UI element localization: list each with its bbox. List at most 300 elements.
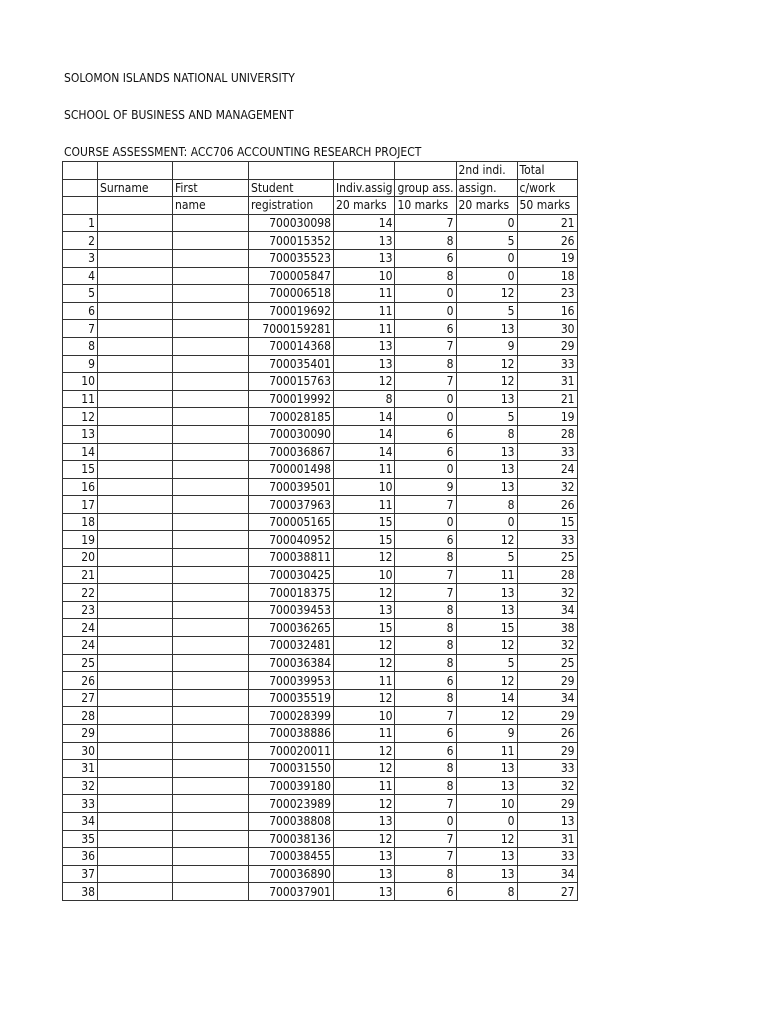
cell-first-name xyxy=(173,654,249,672)
cell-group-assignment: 8 xyxy=(395,654,456,672)
cell-group-assignment: 7 xyxy=(395,566,456,584)
cell-second-indiv-assignment: 12 xyxy=(456,355,517,373)
cell-second-indiv-assignment: 0 xyxy=(456,249,517,267)
table-row xyxy=(63,267,578,285)
cell-surname xyxy=(98,443,173,461)
cell-indiv-assignment: 12 xyxy=(334,654,395,672)
cell-group-assignment: 8 xyxy=(395,355,456,373)
table-row xyxy=(63,232,578,250)
table-row xyxy=(63,777,578,795)
cell-surname xyxy=(98,513,173,531)
cell-second-indiv-assignment: 13 xyxy=(456,848,517,866)
cell-indiv-assignment: 12 xyxy=(334,584,395,602)
cell-first-name xyxy=(173,865,249,883)
header-cell-second-indiv-assignment: assign. xyxy=(456,179,517,197)
cell-student-registration: 700035401 xyxy=(249,355,334,373)
cell-total-coursework: 26 xyxy=(517,725,577,743)
cell-row-number: 6 xyxy=(63,302,98,320)
cell-first-name xyxy=(173,425,249,443)
cell-student-registration: 700030090 xyxy=(249,425,334,443)
cell-group-assignment: 8 xyxy=(395,760,456,778)
table-row xyxy=(63,689,578,707)
cell-second-indiv-assignment: 13 xyxy=(456,865,517,883)
cell-second-indiv-assignment: 12 xyxy=(456,373,517,391)
cell-first-name xyxy=(173,249,249,267)
cell-student-registration: 700032481 xyxy=(249,637,334,655)
cell-group-assignment: 0 xyxy=(395,513,456,531)
cell-total-coursework: 21 xyxy=(517,390,577,408)
cell-group-assignment: 7 xyxy=(395,707,456,725)
cell-surname xyxy=(98,707,173,725)
cell-row-number: 26 xyxy=(63,672,98,690)
cell-first-name xyxy=(173,812,249,830)
header-cell-row-number xyxy=(63,162,98,180)
cell-indiv-assignment: 11 xyxy=(334,302,395,320)
cell-row-number: 17 xyxy=(63,496,98,514)
cell-student-registration: 700005165 xyxy=(249,513,334,531)
cell-row-number: 27 xyxy=(63,689,98,707)
cell-group-assignment: 6 xyxy=(395,425,456,443)
cell-group-assignment: 8 xyxy=(395,777,456,795)
cell-group-assignment: 7 xyxy=(395,848,456,866)
cell-total-coursework: 26 xyxy=(517,496,577,514)
cell-group-assignment: 8 xyxy=(395,549,456,567)
cell-indiv-assignment: 14 xyxy=(334,214,395,232)
cell-surname xyxy=(98,584,173,602)
cell-indiv-assignment: 13 xyxy=(334,601,395,619)
table-row xyxy=(63,865,578,883)
cell-surname xyxy=(98,742,173,760)
cell-surname xyxy=(98,373,173,391)
cell-indiv-assignment: 14 xyxy=(334,408,395,426)
cell-indiv-assignment: 14 xyxy=(334,443,395,461)
header-cell-indiv-assignment: 20 marks xyxy=(334,197,395,215)
cell-row-number: 22 xyxy=(63,584,98,602)
cell-group-assignment: 8 xyxy=(395,232,456,250)
cell-indiv-assignment: 13 xyxy=(334,865,395,883)
cell-student-registration: 700035519 xyxy=(249,689,334,707)
table-row xyxy=(63,584,578,602)
cell-total-coursework: 19 xyxy=(517,408,577,426)
cell-indiv-assignment: 13 xyxy=(334,249,395,267)
cell-second-indiv-assignment: 11 xyxy=(456,566,517,584)
cell-surname xyxy=(98,408,173,426)
cell-group-assignment: 7 xyxy=(395,214,456,232)
table-row xyxy=(63,760,578,778)
cell-student-registration: 700031550 xyxy=(249,760,334,778)
cell-row-number: 21 xyxy=(63,566,98,584)
cell-row-number: 33 xyxy=(63,795,98,813)
cell-first-name xyxy=(173,777,249,795)
cell-indiv-assignment: 11 xyxy=(334,320,395,338)
cell-total-coursework: 34 xyxy=(517,601,577,619)
header-row xyxy=(63,162,578,180)
table-row xyxy=(63,566,578,584)
cell-total-coursework: 28 xyxy=(517,425,577,443)
cell-student-registration: 700030098 xyxy=(249,214,334,232)
cell-row-number: 18 xyxy=(63,513,98,531)
cell-student-registration: 700028399 xyxy=(249,707,334,725)
table-row xyxy=(63,883,578,901)
cell-first-name xyxy=(173,267,249,285)
cell-student-registration: 700038455 xyxy=(249,848,334,866)
cell-second-indiv-assignment: 13 xyxy=(456,461,517,479)
table-row xyxy=(63,320,578,338)
cell-first-name xyxy=(173,619,249,637)
cell-group-assignment: 0 xyxy=(395,302,456,320)
cell-indiv-assignment: 10 xyxy=(334,707,395,725)
table-row xyxy=(63,742,578,760)
cell-second-indiv-assignment: 0 xyxy=(456,267,517,285)
cell-first-name xyxy=(173,408,249,426)
cell-student-registration: 700038811 xyxy=(249,549,334,567)
cell-surname xyxy=(98,760,173,778)
cell-indiv-assignment: 13 xyxy=(334,848,395,866)
cell-student-registration: 700038808 xyxy=(249,812,334,830)
cell-first-name xyxy=(173,760,249,778)
cell-first-name xyxy=(173,830,249,848)
cell-group-assignment: 6 xyxy=(395,725,456,743)
cell-total-coursework: 33 xyxy=(517,443,577,461)
header-cell-second-indiv-assignment: 2nd indi. xyxy=(456,162,517,180)
cell-second-indiv-assignment: 13 xyxy=(456,390,517,408)
cell-surname xyxy=(98,830,173,848)
cell-total-coursework: 24 xyxy=(517,461,577,479)
cell-group-assignment: 8 xyxy=(395,619,456,637)
cell-student-registration: 700039453 xyxy=(249,601,334,619)
table-row xyxy=(63,637,578,655)
header-cell-student-registration: registration xyxy=(249,197,334,215)
cell-total-coursework: 23 xyxy=(517,285,577,303)
cell-indiv-assignment: 13 xyxy=(334,812,395,830)
cell-total-coursework: 27 xyxy=(517,883,577,901)
cell-student-registration: 700015352 xyxy=(249,232,334,250)
cell-total-coursework: 38 xyxy=(517,619,577,637)
table-row xyxy=(63,707,578,725)
cell-student-registration: 700028185 xyxy=(249,408,334,426)
cell-student-registration: 700036384 xyxy=(249,654,334,672)
cell-surname xyxy=(98,355,173,373)
cell-indiv-assignment: 12 xyxy=(334,760,395,778)
cell-row-number: 13 xyxy=(63,425,98,443)
cell-second-indiv-assignment: 12 xyxy=(456,531,517,549)
cell-row-number: 28 xyxy=(63,707,98,725)
cell-second-indiv-assignment: 5 xyxy=(456,302,517,320)
cell-group-assignment: 6 xyxy=(395,672,456,690)
cell-row-number: 2 xyxy=(63,232,98,250)
header-cell-student-registration: Student xyxy=(249,179,334,197)
cell-group-assignment: 8 xyxy=(395,601,456,619)
cell-group-assignment: 6 xyxy=(395,443,456,461)
cell-surname xyxy=(98,249,173,267)
cell-row-number: 10 xyxy=(63,373,98,391)
cell-second-indiv-assignment: 0 xyxy=(456,214,517,232)
cell-surname xyxy=(98,601,173,619)
cell-row-number: 7 xyxy=(63,320,98,338)
cell-second-indiv-assignment: 12 xyxy=(456,830,517,848)
table-row xyxy=(63,478,578,496)
cell-row-number: 14 xyxy=(63,443,98,461)
cell-total-coursework: 15 xyxy=(517,513,577,531)
cell-row-number: 12 xyxy=(63,408,98,426)
cell-surname xyxy=(98,795,173,813)
table-row xyxy=(63,390,578,408)
cell-student-registration: 700019692 xyxy=(249,302,334,320)
cell-second-indiv-assignment: 5 xyxy=(456,549,517,567)
cell-student-registration: 700036265 xyxy=(249,619,334,637)
cell-first-name xyxy=(173,373,249,391)
cell-indiv-assignment: 8 xyxy=(334,390,395,408)
cell-student-registration: 7000159281 xyxy=(249,320,334,338)
cell-total-coursework: 31 xyxy=(517,373,577,391)
header-cell-total-coursework: c/work xyxy=(517,179,577,197)
header-cell-surname xyxy=(98,197,173,215)
cell-group-assignment: 7 xyxy=(395,373,456,391)
cell-first-name xyxy=(173,390,249,408)
header-cell-first-name: name xyxy=(173,197,249,215)
cell-row-number: 37 xyxy=(63,865,98,883)
cell-total-coursework: 25 xyxy=(517,654,577,672)
cell-group-assignment: 8 xyxy=(395,689,456,707)
cell-second-indiv-assignment: 8 xyxy=(456,425,517,443)
cell-group-assignment: 9 xyxy=(395,478,456,496)
cell-total-coursework: 29 xyxy=(517,337,577,355)
header-cell-row-number xyxy=(63,179,98,197)
cell-indiv-assignment: 12 xyxy=(334,795,395,813)
cell-row-number: 3 xyxy=(63,249,98,267)
cell-second-indiv-assignment: 9 xyxy=(456,725,517,743)
table-row xyxy=(63,249,578,267)
cell-student-registration: 700014368 xyxy=(249,337,334,355)
cell-first-name xyxy=(173,337,249,355)
cell-second-indiv-assignment: 5 xyxy=(456,654,517,672)
cell-first-name xyxy=(173,443,249,461)
cell-total-coursework: 32 xyxy=(517,584,577,602)
cell-total-coursework: 29 xyxy=(517,707,577,725)
cell-second-indiv-assignment: 13 xyxy=(456,320,517,338)
cell-row-number: 1 xyxy=(63,214,98,232)
cell-indiv-assignment: 13 xyxy=(334,355,395,373)
cell-student-registration: 700023989 xyxy=(249,795,334,813)
table-row xyxy=(63,795,578,813)
header-cell-group-assignment xyxy=(395,162,456,180)
cell-group-assignment: 6 xyxy=(395,320,456,338)
cell-surname xyxy=(98,777,173,795)
cell-total-coursework: 34 xyxy=(517,689,577,707)
cell-total-coursework: 33 xyxy=(517,355,577,373)
table-row xyxy=(63,443,578,461)
cell-second-indiv-assignment: 13 xyxy=(456,584,517,602)
cell-row-number: 35 xyxy=(63,830,98,848)
cell-first-name xyxy=(173,672,249,690)
cell-first-name xyxy=(173,232,249,250)
header-cell-second-indiv-assignment: 20 marks xyxy=(456,197,517,215)
table-row xyxy=(63,302,578,320)
cell-second-indiv-assignment: 13 xyxy=(456,760,517,778)
cell-group-assignment: 0 xyxy=(395,408,456,426)
cell-row-number: 29 xyxy=(63,725,98,743)
cell-second-indiv-assignment: 9 xyxy=(456,337,517,355)
cell-first-name xyxy=(173,214,249,232)
cell-surname xyxy=(98,267,173,285)
cell-indiv-assignment: 11 xyxy=(334,285,395,303)
cell-surname xyxy=(98,865,173,883)
cell-row-number: 16 xyxy=(63,478,98,496)
cell-student-registration: 700030425 xyxy=(249,566,334,584)
cell-surname xyxy=(98,566,173,584)
cell-first-name xyxy=(173,725,249,743)
cell-second-indiv-assignment: 13 xyxy=(456,601,517,619)
cell-row-number: 19 xyxy=(63,531,98,549)
cell-student-registration: 700039501 xyxy=(249,478,334,496)
cell-second-indiv-assignment: 12 xyxy=(456,285,517,303)
cell-indiv-assignment: 12 xyxy=(334,742,395,760)
header-cell-group-assignment: group ass. xyxy=(395,179,456,197)
cell-surname xyxy=(98,848,173,866)
course-heading: COURSE ASSESSMENT: ACC706 ACCOUNTING RESEARCH PROJECT xyxy=(64,145,422,159)
cell-row-number: 11 xyxy=(63,390,98,408)
table-row xyxy=(63,848,578,866)
cell-surname xyxy=(98,883,173,901)
header-cell-indiv-assignment: Indiv.assig xyxy=(334,179,395,197)
header-cell-surname xyxy=(98,162,173,180)
cell-total-coursework: 32 xyxy=(517,478,577,496)
cell-second-indiv-assignment: 11 xyxy=(456,742,517,760)
header-cell-indiv-assignment xyxy=(334,162,395,180)
table-row xyxy=(63,725,578,743)
table-row xyxy=(63,373,578,391)
cell-surname xyxy=(98,689,173,707)
cell-student-registration: 700019992 xyxy=(249,390,334,408)
cell-indiv-assignment: 13 xyxy=(334,232,395,250)
table-row xyxy=(63,513,578,531)
cell-first-name xyxy=(173,742,249,760)
cell-surname xyxy=(98,531,173,549)
cell-second-indiv-assignment: 13 xyxy=(456,478,517,496)
cell-group-assignment: 7 xyxy=(395,830,456,848)
cell-second-indiv-assignment: 10 xyxy=(456,795,517,813)
table-row xyxy=(63,531,578,549)
header-cell-total-coursework: 50 marks xyxy=(517,197,577,215)
cell-indiv-assignment: 11 xyxy=(334,725,395,743)
cell-surname xyxy=(98,285,173,303)
cell-first-name xyxy=(173,795,249,813)
assessment-table xyxy=(62,161,578,901)
cell-group-assignment: 0 xyxy=(395,390,456,408)
cell-indiv-assignment: 12 xyxy=(334,549,395,567)
cell-surname xyxy=(98,320,173,338)
cell-second-indiv-assignment: 0 xyxy=(456,513,517,531)
table-row xyxy=(63,408,578,426)
header-row xyxy=(63,179,578,197)
header-row xyxy=(63,197,578,215)
cell-student-registration: 700037901 xyxy=(249,883,334,901)
cell-indiv-assignment: 12 xyxy=(334,689,395,707)
cell-total-coursework: 28 xyxy=(517,566,577,584)
cell-total-coursework: 32 xyxy=(517,777,577,795)
cell-row-number: 38 xyxy=(63,883,98,901)
cell-first-name xyxy=(173,285,249,303)
cell-total-coursework: 13 xyxy=(517,812,577,830)
cell-first-name xyxy=(173,883,249,901)
cell-group-assignment: 8 xyxy=(395,865,456,883)
header-cell-first-name: First xyxy=(173,179,249,197)
cell-indiv-assignment: 10 xyxy=(334,478,395,496)
cell-row-number: 25 xyxy=(63,654,98,672)
cell-total-coursework: 33 xyxy=(517,531,577,549)
cell-total-coursework: 32 xyxy=(517,637,577,655)
cell-second-indiv-assignment: 5 xyxy=(456,408,517,426)
cell-student-registration: 700040952 xyxy=(249,531,334,549)
cell-total-coursework: 19 xyxy=(517,249,577,267)
table-row xyxy=(63,285,578,303)
cell-surname xyxy=(98,337,173,355)
cell-surname xyxy=(98,232,173,250)
cell-second-indiv-assignment: 12 xyxy=(456,672,517,690)
cell-second-indiv-assignment: 0 xyxy=(456,812,517,830)
cell-indiv-assignment: 15 xyxy=(334,619,395,637)
table-row xyxy=(63,355,578,373)
cell-row-number: 20 xyxy=(63,549,98,567)
cell-first-name xyxy=(173,584,249,602)
cell-first-name xyxy=(173,496,249,514)
cell-row-number: 32 xyxy=(63,777,98,795)
table-row xyxy=(63,214,578,232)
cell-student-registration: 700038136 xyxy=(249,830,334,848)
table-row xyxy=(63,812,578,830)
cell-group-assignment: 7 xyxy=(395,337,456,355)
header-cell-first-name xyxy=(173,162,249,180)
cell-surname xyxy=(98,619,173,637)
cell-first-name xyxy=(173,601,249,619)
cell-group-assignment: 0 xyxy=(395,812,456,830)
cell-indiv-assignment: 12 xyxy=(334,373,395,391)
cell-second-indiv-assignment: 8 xyxy=(456,496,517,514)
cell-total-coursework: 29 xyxy=(517,742,577,760)
cell-surname xyxy=(98,549,173,567)
cell-indiv-assignment: 14 xyxy=(334,425,395,443)
cell-student-registration: 700036867 xyxy=(249,443,334,461)
cell-row-number: 5 xyxy=(63,285,98,303)
assessment-table-body xyxy=(63,162,578,901)
cell-first-name xyxy=(173,689,249,707)
cell-indiv-assignment: 11 xyxy=(334,672,395,690)
cell-indiv-assignment: 15 xyxy=(334,513,395,531)
cell-student-registration: 700039953 xyxy=(249,672,334,690)
cell-group-assignment: 6 xyxy=(395,742,456,760)
cell-student-registration: 700018375 xyxy=(249,584,334,602)
table-row xyxy=(63,830,578,848)
cell-group-assignment: 7 xyxy=(395,584,456,602)
cell-second-indiv-assignment: 12 xyxy=(456,637,517,655)
table-row xyxy=(63,601,578,619)
cell-row-number: 9 xyxy=(63,355,98,373)
cell-indiv-assignment: 15 xyxy=(334,531,395,549)
cell-student-registration: 700015763 xyxy=(249,373,334,391)
cell-first-name xyxy=(173,566,249,584)
cell-row-number: 31 xyxy=(63,760,98,778)
cell-student-registration: 700039180 xyxy=(249,777,334,795)
cell-first-name xyxy=(173,320,249,338)
cell-first-name xyxy=(173,302,249,320)
cell-indiv-assignment: 12 xyxy=(334,830,395,848)
cell-indiv-assignment: 10 xyxy=(334,267,395,285)
cell-group-assignment: 0 xyxy=(395,285,456,303)
cell-total-coursework: 18 xyxy=(517,267,577,285)
cell-total-coursework: 25 xyxy=(517,549,577,567)
cell-group-assignment: 0 xyxy=(395,461,456,479)
header-cell-row-number xyxy=(63,197,98,215)
